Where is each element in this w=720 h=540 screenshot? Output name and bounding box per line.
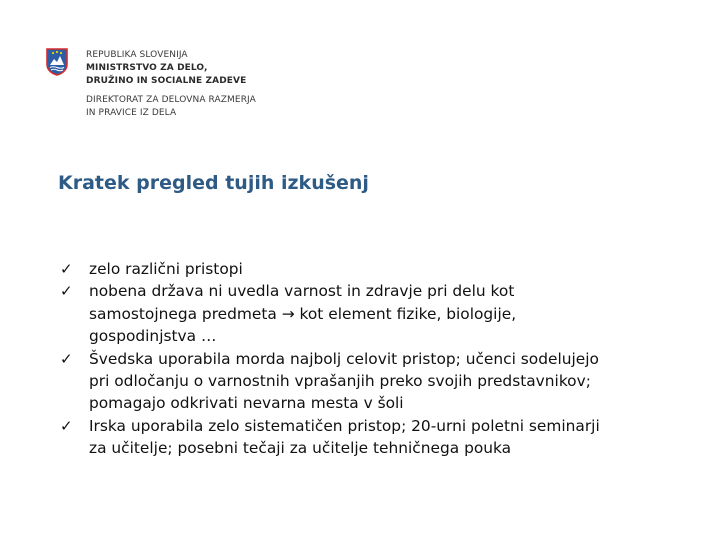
- bullet-item: [60, 348, 680, 415]
- bullet-line: zelo različni pristopi: [89, 260, 243, 278]
- check-icon: ✓: [60, 282, 73, 301]
- org-name: REPUBLIKA SLOVENIJA: [86, 50, 188, 60]
- ministry-name-line-1: MINISTRSTVO ZA DELO,: [86, 63, 208, 73]
- ministry-header: [46, 46, 306, 126]
- header-text: [86, 49, 256, 120]
- bullet-list: [60, 258, 680, 460]
- bullet-line: gospodinjstva …: [89, 327, 217, 346]
- bullet-line: za učitelje; posebni tečaji za učitelje tehničnega pouka: [89, 439, 512, 458]
- slovenia-coat-of-arms-icon: [46, 48, 68, 76]
- bullet-line: Irska uporabila zelo sistematičen pristop; 20-urni poletni seminarji: [89, 416, 600, 435]
- check-icon: ✓: [60, 260, 73, 278]
- directorate-name-line-2: IN PRAVICE IZ DELA: [86, 108, 177, 118]
- check-icon: ✓: [60, 416, 73, 435]
- ministry-name-line-2: DRUŽINO IN SOCIALNE ZADEVE: [86, 76, 247, 86]
- check-icon: ✓: [60, 349, 73, 368]
- bullet-item: [60, 415, 680, 460]
- bullet-line: pomagajo odkrivati nevarna mesta v šoli: [89, 394, 404, 413]
- bullet-line: pri odločanju o varnostnih vprašanjih preko svojih predstavnikov;: [89, 372, 591, 391]
- slide-title: Kratek pregled tujih izkušenj: [58, 172, 369, 194]
- directorate-name-line-1: DIREKTORAT ZA DELOVNA RAZMERJA: [86, 95, 256, 105]
- bullet-item: [60, 258, 680, 280]
- bullet-line: Švedska uporabila morda najbolj celovit pristop; učenci sodelujejo: [89, 349, 599, 368]
- bullet-item: [60, 280, 680, 347]
- bullet-line: nobena država ni uvedla varnost in zdravje pri delu kot: [89, 282, 515, 301]
- bullet-line: samostojnega predmeta → kot element fizike, biologije,: [89, 304, 517, 323]
